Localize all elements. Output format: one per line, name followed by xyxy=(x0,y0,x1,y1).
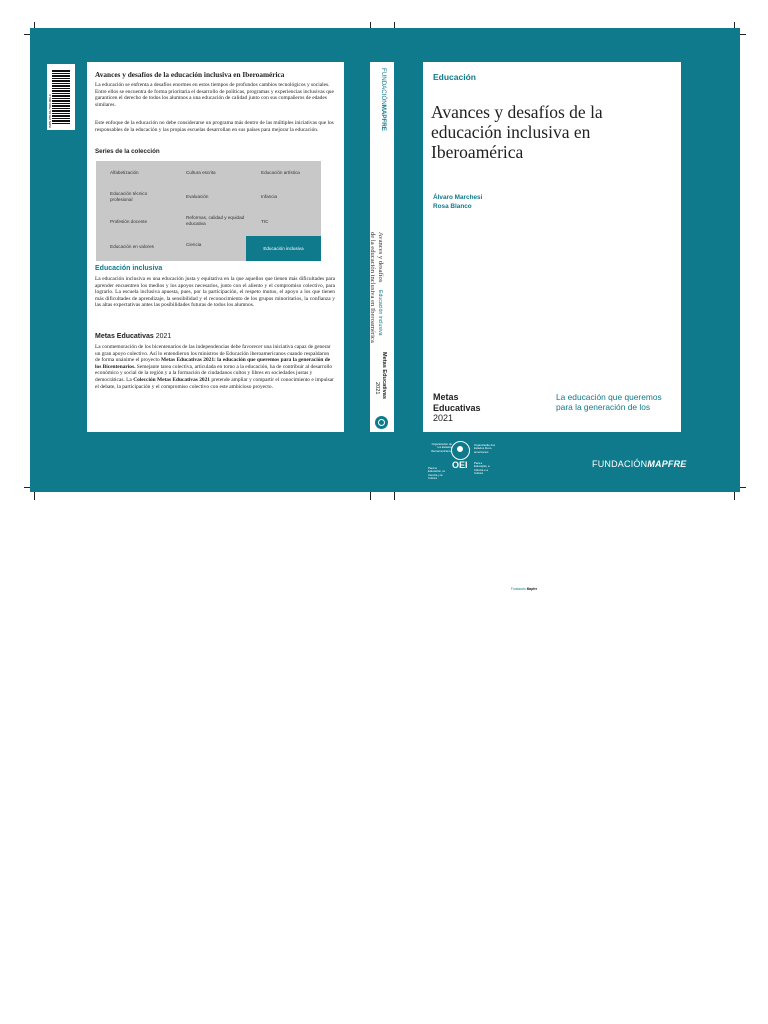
front-tagline: La educación que queremos para la generación de los xyxy=(556,392,662,412)
front-metas-block: Metas Educativas 2021 xyxy=(433,392,481,423)
book-spine xyxy=(370,62,394,432)
front-author-2: Rosa Blanco xyxy=(433,203,472,210)
front-collection-label: Educación xyxy=(433,72,476,82)
back-title: Avances y desafíos de la educación inclusiva en Iberoamérica xyxy=(95,70,285,79)
series-item[interactable]: Educación artística xyxy=(261,170,300,175)
tiny-footer: Fundación Mapfre xyxy=(511,587,538,591)
series-item[interactable]: Ciencia xyxy=(186,242,202,247)
series-item[interactable]: Cultura escrita xyxy=(186,170,216,175)
section-inclusiva-title: Educación inclusiva xyxy=(95,265,163,272)
spine-brand: FUNDACIÓNMAPFRE xyxy=(380,68,387,131)
series-item[interactable]: Educación técnico profesional xyxy=(110,191,148,202)
isbn-text: ISBN 978-84-7666-000-0 xyxy=(48,94,52,128)
series-grid xyxy=(96,161,321,261)
back-intro-1: La educación se enfrenta a desafíos enormes en estos tiempos de profundos cambios tecnológicos y sociales. Entre ellos se encuentra de forma prioritaria el desarrollo de políticas, programas y experiencias inclusivas que garanticen el derecho de todos los alumnos a una educación de calidad junto con sus compañeros de edades similares. xyxy=(95,82,334,108)
fundacion-mapfre-logo: FUNDACIÓNMAPFRE xyxy=(592,459,687,469)
spine-title: Avances y desafíos de la educación inclusiva en Iberoamérica xyxy=(369,232,384,343)
series-item[interactable]: Infancia xyxy=(261,194,278,199)
back-cover xyxy=(87,62,344,432)
spine-oei-icon-ring xyxy=(378,419,385,426)
series-item[interactable]: Alfabetización xyxy=(110,170,139,175)
spine-metas: Metas Educativas xyxy=(381,352,387,399)
series-item[interactable]: Educación en valores xyxy=(110,244,154,249)
series-item[interactable]: Profesión docente xyxy=(110,219,148,224)
section-metas-text: La conmemoración de los bicentenarios de las independencias debe favorecer una iniciativa capaz de generar un gran apoyo colectivo. Así lo entendieron los ministros de Educación iberoamericanos cuando respaldaron de forma unánime el proyecto Metas Educativas 2021: la educación que queremos para la generación de los Bicentenarios. Semejante tarea colectiva, articulada en torno a la educación, ha de contribuir al desarrollo económico y social de la región y a la formación de ciudadanos cultos y libres en sociedades justas y democráticas. La Colección Metas Educativas 2021 pretende ampliar y compartir el conocimiento e impulsar el debate, la participación y el compromiso colectivo con este ambicioso proyecto. xyxy=(95,344,334,390)
back-intro-2: Este enfoque de la educación no debe considerarse un programa más dentro de las múltiples iniciativas que los responsables de la educación y las propias escuelas desarrollan en sus países para mejorar la educación. xyxy=(95,120,334,133)
series-heading: Series de la colección xyxy=(95,148,160,155)
oei-emblem-dot xyxy=(457,446,463,452)
front-title: Avances y desafíos de la educación inclusiva en Iberoamérica xyxy=(431,102,603,162)
section-inclusiva-text: La educación inclusiva es una educación justa y equitativa en la que aquellos que tienen más dificultades para aprender encuentren los medios y los apoyos necesarios, junto con el aliento y el compromiso colectivo, para lograrlo. La escuela inclusiva apuesta, pues, por la participación, el respeto mutuo, el apoyo a los que tienen más dificultades de aprendizaje, la sensibilidad y el reconocimiento de los grupos minoritarios, la confianza y las altas expectativas antes las posibilidades futuras de todos los alumnos. xyxy=(95,276,335,309)
oei-text-right: Organização dos Estados Ibero-americanos xyxy=(474,443,496,454)
oei-text-right-2: Para a Educação, a Ciência e a Cultura xyxy=(474,461,490,476)
oei-text-left-2: Para la Educación, la Ciencia y la Cultura xyxy=(428,466,445,481)
front-author-1: Álvaro Marchesi xyxy=(433,194,483,201)
series-item[interactable]: Reformas, calidad y equidad educativa xyxy=(186,215,245,226)
spine-series: Educación inclusiva xyxy=(377,290,383,336)
front-cover xyxy=(423,62,681,432)
series-item[interactable]: Evaluación xyxy=(186,194,209,199)
oei-letters: OEI xyxy=(452,460,468,470)
oei-emblem-icon xyxy=(451,441,470,460)
barcode-bars xyxy=(52,70,70,124)
series-item[interactable]: TIC xyxy=(261,219,269,224)
spine-oei-icon xyxy=(375,416,388,429)
spine-year: 2021 xyxy=(374,382,380,395)
section-metas-title: Metas Educativas 2021 xyxy=(95,333,172,340)
oei-text-left: Organización de los Estados Iberoamericanos xyxy=(431,442,452,453)
barcode xyxy=(47,64,75,130)
series-item-active[interactable]: Educación inclusiva xyxy=(246,236,321,261)
